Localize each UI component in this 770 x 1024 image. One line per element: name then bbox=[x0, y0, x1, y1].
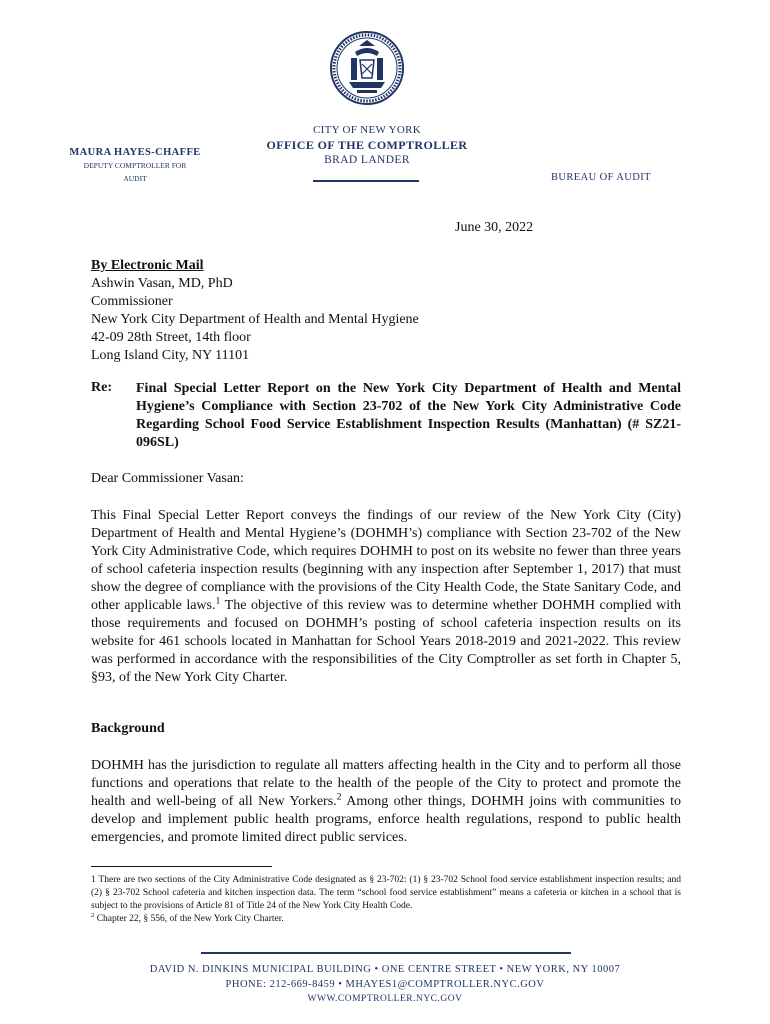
letter-date: June 30, 2022 bbox=[455, 220, 534, 235]
body-paragraph-1 bbox=[91, 507, 681, 687]
header-divider bbox=[313, 180, 419, 182]
footnote-2-text: Chapter 22, § 556, of the New York City Charter. bbox=[94, 914, 284, 924]
footnote-ref-1: 1 bbox=[215, 595, 221, 607]
paragraph-2-part-b: Among other things, DOHMH joins with communities to develop and implement public health programs, enforce health regulations, respond to public health emergencies, and promote limited direct public services. bbox=[91, 794, 681, 845]
footnote-ref-2: 2 bbox=[336, 791, 342, 803]
paragraph-2-part-a: DOHMH has the jurisdiction to regulate all matters affecting health in the City and to perform all those functions and operations that relate to the health of the people of the City to protect and promote the health and well-being of all New Yorkers. bbox=[91, 758, 681, 809]
footer-contact: PHONE: 212-669-8459 • MHAYES1@COMPTROLLER.NYC.GOV bbox=[225, 979, 545, 990]
recipient-title: Commissioner bbox=[91, 294, 173, 309]
delivery-method: By Electronic Mail bbox=[91, 258, 204, 273]
footnotes bbox=[91, 874, 681, 926]
footnote-2-number: 2 bbox=[91, 911, 95, 919]
recipient-address-line-1: 42-09 28th Street, 14th floor bbox=[91, 330, 251, 345]
recipient-org: New York City Department of Health and Mental Hygiene bbox=[91, 312, 419, 327]
deputy-title-line-2: AUDIT bbox=[123, 174, 147, 183]
recipient-address bbox=[91, 257, 419, 365]
footnote-2 bbox=[91, 913, 681, 926]
footer-website: WWW.COMPTROLLER.NYC.GOV bbox=[307, 994, 463, 1004]
footnote-divider bbox=[91, 866, 272, 867]
footer-divider bbox=[201, 952, 571, 954]
paragraph-1-part-a: This Final Special Letter Report conveys the findings of our review of the New York City (City) Department of Health and Mental Hygiene’s (DOHMH’s) compliance with Section 23-702 of the New York City Administrative Code, which requires DOHMH to post on its website no fewer than three years of school cafeteria inspection results (beginning with any inspection after September 1, 2017) that must show the degree of compliance with the provisions of the City Health Code, the State Sanitary Code, and other applicable laws. bbox=[91, 508, 681, 613]
deputy-name: MAURA HAYES-CHAFFE bbox=[69, 147, 201, 158]
city-name: CITY OF NEW YORK bbox=[313, 124, 421, 136]
salutation: Dear Commissioner Vasan: bbox=[91, 471, 244, 486]
background-heading: Background bbox=[91, 721, 165, 736]
deputy-block bbox=[55, 147, 215, 184]
re-subject: Final Special Letter Report on the New York City Department of Health and Mental Hygiene’s Compliance with Section 23-702 of the New York City Administrative Code Regarding School Food Service Establishment Inspection Results (Manhattan) (# SZ21-096SL) bbox=[136, 381, 681, 450]
re-label: Re: bbox=[91, 380, 112, 395]
paragraph-1-part-b: The objective of this review was to determine whether DOHMH complied with those requirements and focused on DOHMH’s posting of school cafeteria inspection results on its website for 461 schools located in Manhattan for School Years 2018-2019 and 2021-2022. This review was performed in accordance with the responsibilities of the City Comptroller as set forth in Chapter 5, §93, of the New York City Charter. bbox=[91, 598, 682, 685]
footnote-1: 1 There are two sections of the City Administrative Code designated as § 23-702: (1) § 23-702 School food service establishment inspection results; and (2) § 23-702 School cafeteria and kitchen inspection data. The term “school food service establishment” means a cafeteria or kitchen in a school that is subject to the provisions of Article 81 of Title 24 of the New York City Health Code. bbox=[91, 875, 681, 911]
city-seal-icon bbox=[329, 30, 405, 106]
bureau-name: BUREAU OF AUDIT bbox=[551, 172, 651, 183]
body-paragraph-2 bbox=[91, 757, 681, 847]
footer-address: DAVID N. DINKINS MUNICIPAL BUILDING • ONE CENTRE STREET • NEW YORK, NY 10007 bbox=[149, 964, 621, 975]
recipient-name: Ashwin Vasan, MD, PhD bbox=[91, 276, 233, 291]
deputy-title-line-1: DEPUTY COMPTROLLER FOR bbox=[83, 161, 187, 170]
comptroller-name: BRAD LANDER bbox=[324, 154, 410, 166]
office-name: OFFICE OF THE COMPTROLLER bbox=[266, 138, 468, 152]
office-header bbox=[250, 123, 484, 168]
recipient-address-line-2: Long Island City, NY 11101 bbox=[91, 348, 250, 363]
